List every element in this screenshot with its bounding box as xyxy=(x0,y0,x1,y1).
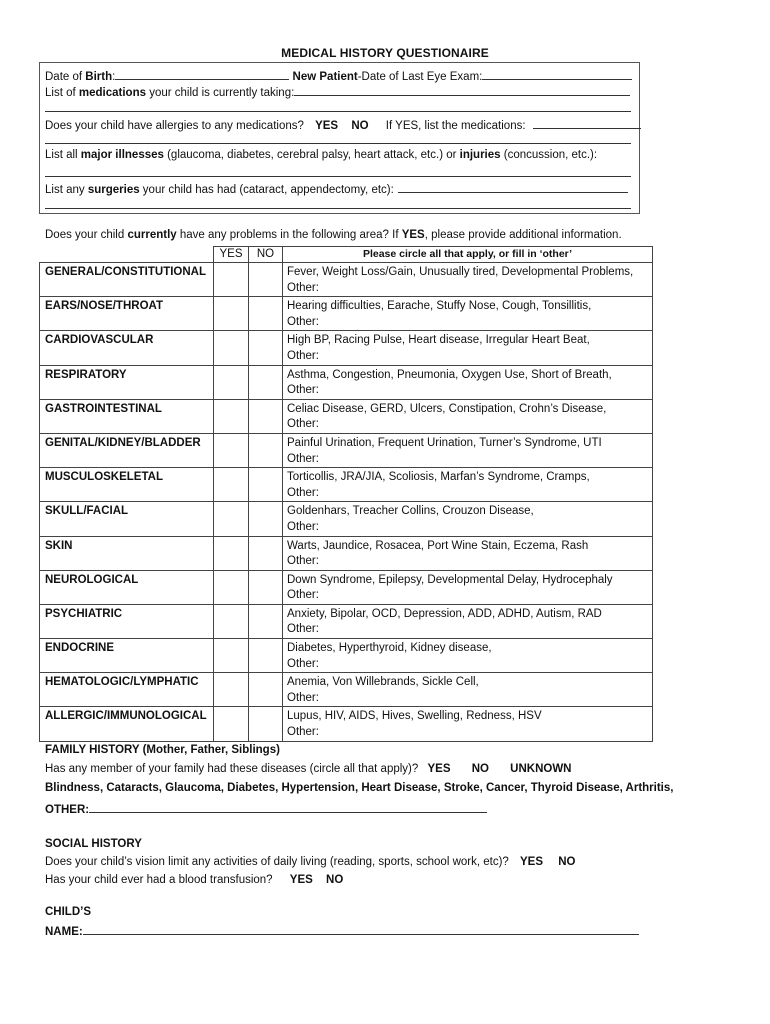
no-checkbox-cell[interactable] xyxy=(249,604,283,638)
vision-question: Does your child’s vision limit any activities of daily living (reading, sports, school work, etc)? xyxy=(45,856,509,868)
other-label[interactable]: Other: xyxy=(287,349,319,362)
table-row xyxy=(40,297,653,331)
other-label[interactable]: Other: xyxy=(287,384,319,397)
family-history-heading: FAMILY HISTORY (Mother, Father, Siblings) xyxy=(45,744,280,756)
no-checkbox-cell[interactable] xyxy=(249,502,283,536)
vision-no-option[interactable]: NO xyxy=(558,856,576,868)
no-checkbox-cell[interactable] xyxy=(249,673,283,707)
symptom-options-cell xyxy=(283,707,653,741)
family-history-question-line xyxy=(45,763,571,775)
no-checkbox-cell[interactable] xyxy=(249,536,283,570)
no-checkbox-cell[interactable] xyxy=(249,433,283,467)
symptom-options-cell xyxy=(283,399,653,433)
family-history-no-option[interactable]: NO xyxy=(471,763,489,775)
yes-checkbox-cell[interactable] xyxy=(214,399,249,433)
instructions-column-header: Please circle all that apply, or fill in ‘other’ xyxy=(283,247,653,263)
other-label[interactable]: Other: xyxy=(287,555,319,568)
yes-checkbox-cell[interactable] xyxy=(214,331,249,365)
symptom-options[interactable]: Celiac Disease, GERD, Ulcers, Constipation, Crohn’s Disease, xyxy=(287,402,607,415)
table-row xyxy=(40,399,653,433)
table-row xyxy=(40,570,653,604)
system-name: HEMATOLOGIC/LYMPHATIC xyxy=(40,673,214,707)
review-of-systems-table xyxy=(39,246,653,742)
family-history-yes-option[interactable]: YES xyxy=(427,763,451,775)
system-name: SKULL/FACIAL xyxy=(40,502,214,536)
other-label[interactable]: Other: xyxy=(287,657,319,670)
yes-checkbox-cell[interactable] xyxy=(214,673,249,707)
symptom-options[interactable]: Goldenhars, Treacher Collins, Crouzon Disease, xyxy=(287,505,534,518)
symptom-options-cell xyxy=(283,433,653,467)
symptom-options-cell xyxy=(283,263,653,297)
symptom-options-cell xyxy=(283,331,653,365)
problems-intro: Does your child currently have any problems in the following area? If YES, please provide additional information. xyxy=(45,229,622,241)
vision-question-line xyxy=(45,856,575,868)
medications-field[interactable] xyxy=(294,84,630,96)
child-name-field[interactable] xyxy=(83,923,639,935)
surgeries-line xyxy=(45,181,628,196)
transfusion-no-option[interactable]: NO xyxy=(326,874,344,886)
yes-checkbox-cell[interactable] xyxy=(214,263,249,297)
social-history-heading: SOCIAL HISTORY xyxy=(45,838,142,850)
child-name-line xyxy=(45,923,639,938)
table-row xyxy=(40,263,653,297)
other-label[interactable]: Other: xyxy=(287,281,319,294)
allergies-question: Does your child have allergies to any medications? xyxy=(45,120,304,132)
surgeries-field[interactable] xyxy=(398,181,628,193)
other-label[interactable]: Other: xyxy=(287,418,319,431)
yes-checkbox-cell[interactable] xyxy=(214,433,249,467)
symptom-options[interactable]: Painful Urination, Frequent Urination, Turner’s Syndrome, UTI xyxy=(287,436,602,449)
no-checkbox-cell[interactable] xyxy=(249,468,283,502)
last-eye-exam-field[interactable] xyxy=(482,68,632,80)
system-name: SKIN xyxy=(40,536,214,570)
family-other-field[interactable] xyxy=(89,801,487,813)
no-checkbox-cell[interactable] xyxy=(249,399,283,433)
no-checkbox-cell[interactable] xyxy=(249,297,283,331)
other-label[interactable]: Other: xyxy=(287,315,319,328)
symptom-options[interactable]: Down Syndrome, Epilepsy, Developmental Delay, Hydrocephaly xyxy=(287,573,613,586)
table-row xyxy=(40,639,653,673)
no-checkbox-cell[interactable] xyxy=(249,365,283,399)
system-name: GENITAL/KIDNEY/BLADDER xyxy=(40,433,214,467)
illnesses-field[interactable] xyxy=(45,175,631,177)
medications-label: List of medications your child is currently taking: xyxy=(45,87,295,99)
medications-line xyxy=(45,84,630,99)
medications-field-line-2[interactable] xyxy=(45,110,631,112)
table-row xyxy=(40,365,653,399)
no-checkbox-cell[interactable] xyxy=(249,570,283,604)
family-other-line xyxy=(45,801,487,816)
new-patient-label: New Patient xyxy=(292,71,358,83)
other-label[interactable]: Other: xyxy=(287,623,319,636)
table-row xyxy=(40,536,653,570)
yes-checkbox-cell[interactable] xyxy=(214,639,249,673)
symptom-options-cell xyxy=(283,673,653,707)
surgeries-label: List any surgeries your child has had (cataract, appendectomy, etc): xyxy=(45,184,394,196)
form-title: MEDICAL HISTORY QUESTIONAIRE xyxy=(281,46,489,60)
yes-checkbox-cell[interactable] xyxy=(214,707,249,741)
yes-checkbox-cell[interactable] xyxy=(214,365,249,399)
symptom-options[interactable]: Diabetes, Hyperthyroid, Kidney disease, xyxy=(287,642,492,655)
family-history-question: Has any member of your family had these diseases (circle all that apply)? xyxy=(45,763,419,775)
symptom-options-cell xyxy=(283,570,653,604)
dob-field[interactable] xyxy=(115,68,289,80)
system-name: CARDIOVASCULAR xyxy=(40,331,214,365)
yes-checkbox-cell[interactable] xyxy=(214,502,249,536)
symptom-options[interactable]: Anxiety, Bipolar, OCD, Depression, ADD, ADHD, Autism, RAD xyxy=(287,607,602,620)
transfusion-question-line xyxy=(45,874,343,886)
illnesses-label: List all major illnesses (glaucoma, diabetes, cerebral palsy, heart attack, etc.) or injuries (concussion, etc.): xyxy=(45,149,598,161)
last-eye-exam-label: -Date of Last Eye Exam: xyxy=(357,71,483,83)
symptom-options-cell xyxy=(283,536,653,570)
symptom-options[interactable]: Hearing difficulties, Earache, Stuffy Nose, Cough, Tonsillitis, xyxy=(287,300,592,313)
yes-checkbox-cell[interactable] xyxy=(214,468,249,502)
system-name: PSYCHIATRIC xyxy=(40,604,214,638)
symptom-options-cell xyxy=(283,604,653,638)
yes-column-header: YES xyxy=(214,247,249,263)
yes-checkbox-cell[interactable] xyxy=(214,604,249,638)
symptom-options[interactable]: Torticollis, JRA/JIA, Scoliosis, Marfan’s Syndrome, Cramps, xyxy=(287,471,590,484)
system-name: GENERAL/CONSTITUTIONAL xyxy=(40,263,214,297)
allergies-no-option[interactable]: NO xyxy=(351,120,369,132)
other-label[interactable]: Other: xyxy=(287,691,319,704)
system-column-header xyxy=(40,247,214,263)
allergies-line xyxy=(45,117,641,132)
symptom-options[interactable]: Fever, Weight Loss/Gain, Unusually tired, Developmental Problems, xyxy=(287,266,634,278)
transfusion-yes-option[interactable]: YES xyxy=(289,874,313,886)
family-other-label: OTHER: xyxy=(45,804,90,816)
allergies-list-prompt: If YES, list the medications: xyxy=(385,120,526,132)
symptom-options-cell xyxy=(283,297,653,331)
symptom-options[interactable]: Warts, Jaundice, Rosacea, Port Wine Stain, Eczema, Rash xyxy=(287,539,589,552)
no-column-header: NO xyxy=(249,247,283,263)
other-label[interactable]: Other: xyxy=(287,452,319,465)
table-row xyxy=(40,673,653,707)
transfusion-question: Has your child ever had a blood transfusion? xyxy=(45,874,273,886)
table-row xyxy=(40,707,653,741)
dob-line xyxy=(45,68,632,83)
other-label[interactable]: Other: xyxy=(287,486,319,499)
yes-checkbox-cell[interactable] xyxy=(214,297,249,331)
system-name: ENDOCRINE xyxy=(40,639,214,673)
table-row xyxy=(40,502,653,536)
system-name: ALLERGIC/IMMUNOLOGICAL xyxy=(40,707,214,741)
other-label[interactable]: Other: xyxy=(287,589,319,602)
allergies-yes-option[interactable]: YES xyxy=(315,120,339,132)
symptom-options[interactable]: High BP, Racing Pulse, Heart disease, Irregular Heart Beat, xyxy=(287,334,590,347)
dob-label: Date of Birth: xyxy=(45,71,116,83)
symptom-options[interactable]: Anemia, Von Willebrands, Sickle Cell, xyxy=(287,676,479,689)
table-row xyxy=(40,433,653,467)
no-checkbox-cell[interactable] xyxy=(249,263,283,297)
no-checkbox-cell[interactable] xyxy=(249,331,283,365)
child-name-label-line-1: CHILD’S xyxy=(45,906,91,918)
table-row xyxy=(40,468,653,502)
family-history-unknown-option[interactable]: UNKNOWN xyxy=(510,763,572,775)
surgeries-field-line-2[interactable] xyxy=(45,207,631,209)
allergies-list-field[interactable] xyxy=(533,117,641,129)
system-name: EARS/NOSE/THROAT xyxy=(40,297,214,331)
no-checkbox-cell[interactable] xyxy=(249,707,283,741)
allergies-field-line-2[interactable] xyxy=(45,142,631,144)
system-name: NEUROLOGICAL xyxy=(40,570,214,604)
symptom-options-cell xyxy=(283,639,653,673)
symptom-options[interactable]: Asthma, Congestion, Pneumonia, Oxygen Use, Short of Breath, xyxy=(287,368,612,381)
child-name-label-line-2: NAME: xyxy=(45,926,83,938)
table-row xyxy=(40,604,653,638)
table-row xyxy=(40,331,653,365)
symptom-options-cell xyxy=(283,502,653,536)
symptom-options-cell xyxy=(283,365,653,399)
system-name: MUSCULOSKELETAL xyxy=(40,468,214,502)
yes-checkbox-cell[interactable] xyxy=(214,570,249,604)
vision-yes-option[interactable]: YES xyxy=(520,856,544,868)
symptom-options-cell xyxy=(283,468,653,502)
other-label[interactable]: Other: xyxy=(287,726,319,739)
family-conditions-list[interactable]: Blindness, Cataracts, Glaucoma, Diabetes, Hypertension, Heart Disease, Stroke, Cancer, Thyroid Disease, Arthritis, xyxy=(45,782,674,794)
system-name: GASTROINTESTINAL xyxy=(40,399,214,433)
illnesses-line xyxy=(45,149,597,161)
other-label[interactable]: Other: xyxy=(287,520,319,533)
system-name: RESPIRATORY xyxy=(40,365,214,399)
yes-checkbox-cell[interactable] xyxy=(214,536,249,570)
symptom-options[interactable]: Lupus, HIV, AIDS, Hives, Swelling, Redness, HSV xyxy=(287,710,542,723)
table-header-row xyxy=(40,247,653,263)
no-checkbox-cell[interactable] xyxy=(249,639,283,673)
